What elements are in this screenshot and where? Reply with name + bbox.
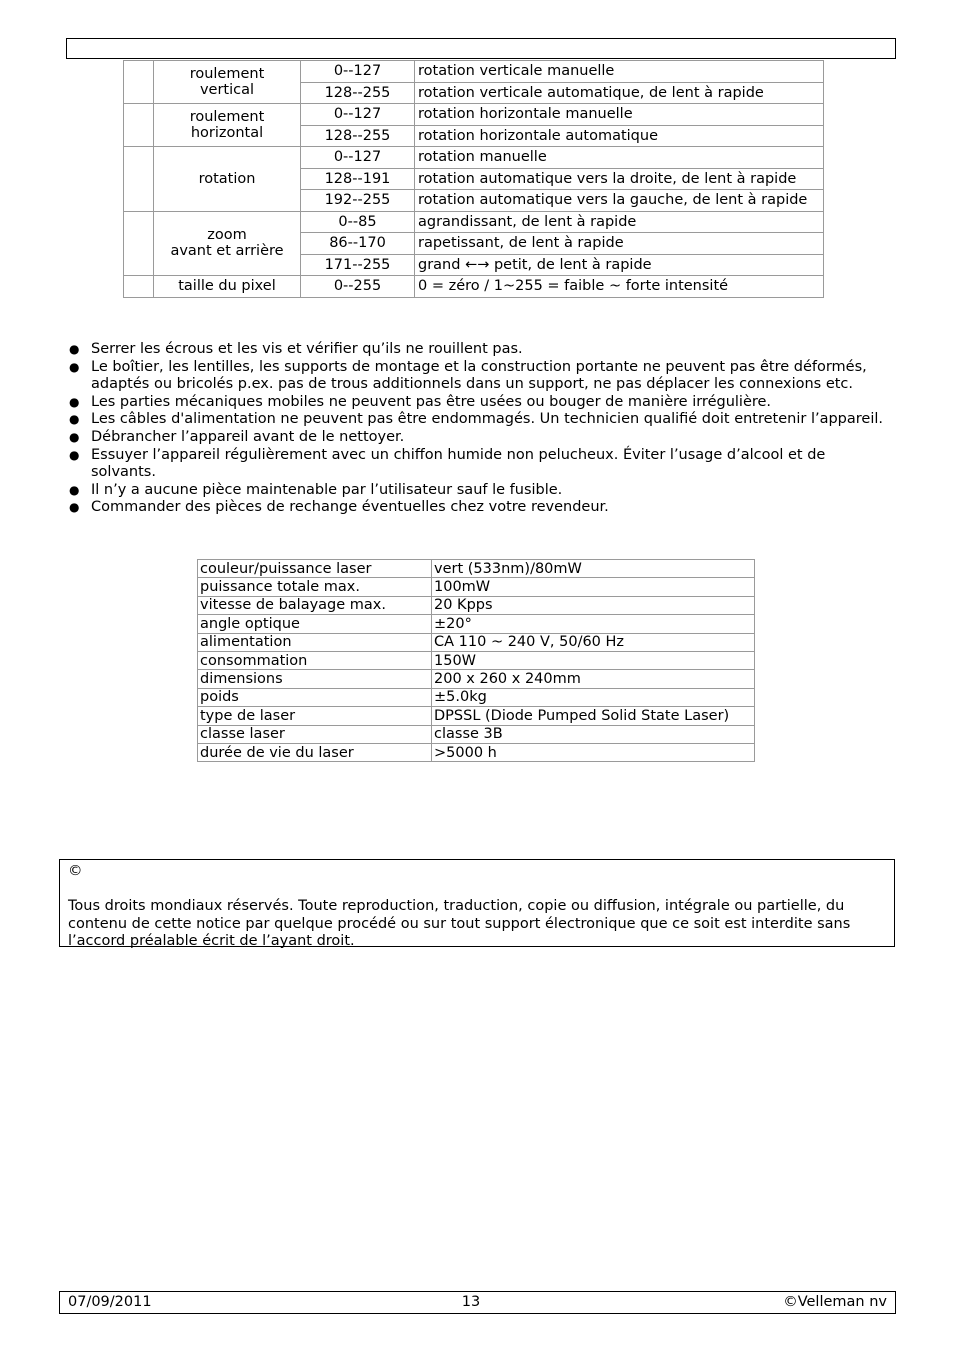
dmx-channel-cell	[124, 61, 154, 104]
dmx-description-cell: grand ←→ petit, de lent à rapide	[415, 254, 824, 276]
maintenance-item	[66, 429, 886, 447]
dmx-channel-cell	[124, 104, 154, 147]
spec-label: poids	[198, 688, 432, 706]
dmx-row	[124, 276, 824, 298]
dmx-channel-cell	[124, 147, 154, 212]
dmx-function-line: horizontal	[190, 125, 264, 141]
footer-date: 07/09/2011	[68, 1294, 152, 1310]
spec-value: vert (533nm)/80mW	[432, 560, 755, 578]
dmx-value-cell: 0--127	[301, 104, 415, 126]
dmx-description-cell: 0 = zéro / 1~255 = faible ~ forte intensité	[415, 276, 824, 298]
spec-label: couleur/puissance laser	[198, 560, 432, 578]
copyright-text: Tous droits mondiaux réservés. Toute reproduction, traduction, copie ou diffusion, intégrale ou partielle, du contenu de cette notice par quelque procédé ou sur tout support électronique que ce soit est interdite sans l’accord préalable écrit de l’ayant droit.	[68, 898, 851, 950]
dmx-value-cell: 128--191	[301, 168, 415, 190]
spec-label: alimentation	[198, 633, 432, 651]
spec-label: vitesse de balayage max.	[198, 596, 432, 614]
copyright-symbol: ©	[68, 863, 83, 879]
spec-value: 100mW	[432, 578, 755, 596]
page-footer	[59, 1291, 896, 1314]
spec-label: classe laser	[198, 725, 432, 743]
dmx-function-line: taille du pixel	[178, 278, 276, 295]
spec-label: dimensions	[198, 670, 432, 688]
spec-label: angle optique	[198, 615, 432, 633]
spec-row	[198, 743, 755, 761]
dmx-function-line: avant et arrière	[170, 243, 284, 260]
spec-label: type de laser	[198, 707, 432, 725]
dmx-description-cell: rotation horizontale automatique	[415, 125, 824, 147]
dmx-row	[124, 61, 824, 83]
dmx-value-cell: 0--127	[301, 147, 415, 169]
copyright-box	[59, 859, 895, 950]
spec-value: 200 x 260 x 240mm	[432, 670, 755, 688]
dmx-function-cell	[154, 61, 301, 104]
dmx-function-line: rotation	[198, 170, 256, 187]
maintenance-text: Essuyer l’appareil régulièrement avec un chiffon humide non pelucheux. Éviter l’usage d’alcool et de solvants.	[91, 446, 826, 481]
spec-row	[198, 596, 755, 614]
dmx-channel-cell	[124, 211, 154, 276]
dmx-function-line: roulement	[189, 109, 265, 125]
footer-brand: ©Velleman nv	[783, 1294, 887, 1310]
spec-value: >5000 h	[432, 743, 755, 761]
maintenance-item	[66, 411, 886, 429]
spec-row	[198, 707, 755, 725]
spec-value: classe 3B	[432, 725, 755, 743]
dmx-function-cell	[154, 276, 301, 298]
dmx-function-cell	[154, 147, 301, 212]
spec-value: DPSSL (Diode Pumped Solid State Laser)	[432, 707, 755, 725]
spec-value: ±20°	[432, 615, 755, 633]
spec-row	[198, 578, 755, 596]
maintenance-item	[66, 447, 886, 482]
bullet-icon: ●	[69, 429, 80, 444]
dmx-description-cell: agrandissant, de lent à rapide	[415, 211, 824, 233]
dmx-description-cell: rotation automatique vers la droite, de lent à rapide	[415, 168, 824, 190]
footer-page-number: 13	[461, 1294, 481, 1310]
dmx-value-cell: 0--255	[301, 276, 415, 298]
bullet-icon: ●	[69, 447, 80, 462]
spec-row	[198, 615, 755, 633]
dmx-description-cell: rapetissant, de lent à rapide	[415, 233, 824, 255]
dmx-channel-cell	[124, 276, 154, 298]
dmx-row	[124, 211, 824, 233]
maintenance-text: Les parties mécaniques mobiles ne peuvent pas être usées ou bouger de manière irrégulière.	[91, 393, 772, 410]
spec-table-body	[198, 560, 755, 762]
spec-value: CA 110 ~ 240 V, 50/60 Hz	[432, 633, 755, 651]
dmx-value-cell: 86--170	[301, 233, 415, 255]
maintenance-text: Commander des pièces de rechange éventuelles chez votre revendeur.	[91, 499, 609, 516]
dmx-value-cell: 192--255	[301, 190, 415, 212]
dmx-value-cell: 0--127	[301, 61, 415, 83]
page-header-box	[66, 38, 896, 59]
maintenance-text: Le boîtier, les lentilles, les supports de montage et la construction portante ne peuvent pas être déformés, adaptés ou bricolés p.ex. pas de trous additionnels dans un support, ne pas déplacer les connexions etc.	[91, 358, 867, 393]
maintenance-text: Serrer les écrous et les vis et vérifier qu’ils ne rouillent pas.	[91, 341, 523, 357]
dmx-value-cell: 128--255	[301, 82, 415, 104]
dmx-function-cell	[154, 211, 301, 276]
maintenance-list	[66, 341, 886, 517]
dmx-row	[124, 147, 824, 169]
bullet-icon: ●	[69, 412, 80, 427]
dmx-function-cell	[154, 104, 301, 147]
spec-label: puissance totale max.	[198, 578, 432, 596]
spec-row	[198, 670, 755, 688]
maintenance-item	[66, 482, 886, 500]
bullet-icon: ●	[69, 359, 80, 374]
spec-value: ±5.0kg	[432, 688, 755, 706]
spec-row	[198, 725, 755, 743]
maintenance-item	[66, 359, 886, 394]
dmx-description-cell: rotation automatique vers la gauche, de lent à rapide	[415, 190, 824, 212]
spec-value: 150W	[432, 651, 755, 669]
bullet-icon: ●	[69, 394, 80, 409]
dmx-value-cell: 171--255	[301, 254, 415, 276]
dmx-table-body	[124, 61, 824, 298]
dmx-description-cell: rotation verticale manuelle	[415, 61, 824, 83]
specifications-table	[197, 559, 755, 762]
maintenance-item	[66, 394, 886, 412]
maintenance-text: Débrancher l’appareil avant de le nettoyer.	[91, 428, 405, 445]
spec-row	[198, 560, 755, 578]
dmx-channel-table	[123, 60, 824, 298]
maintenance-text: Les câbles d'alimentation ne peuvent pas être endommagés. Un technicien qualifié doit entretenir l’appareil.	[91, 411, 883, 428]
dmx-value-cell: 128--255	[301, 125, 415, 147]
spec-label: consommation	[198, 651, 432, 669]
maintenance-item	[66, 341, 886, 359]
bullet-icon: ●	[69, 500, 80, 515]
bullet-icon: ●	[69, 482, 80, 497]
maintenance-text: Il n’y a aucune pièce maintenable par l’utilisateur sauf le fusible.	[91, 481, 563, 498]
dmx-description-cell: rotation verticale automatique, de lent à rapide	[415, 82, 824, 104]
spec-row	[198, 688, 755, 706]
dmx-value-cell: 0--85	[301, 211, 415, 233]
spec-value: 20 Kpps	[432, 596, 755, 614]
dmx-function-line: roulement	[189, 66, 265, 82]
dmx-function-line: zoom	[207, 227, 247, 244]
maintenance-item	[66, 499, 886, 517]
spec-row	[198, 651, 755, 669]
dmx-row	[124, 104, 824, 126]
dmx-function-line: vertical	[199, 82, 255, 98]
spec-label: durée de vie du laser	[198, 743, 432, 761]
spec-row	[198, 633, 755, 651]
dmx-description-cell: rotation manuelle	[415, 147, 824, 169]
dmx-description-cell: rotation horizontale manuelle	[415, 104, 824, 126]
bullet-icon: ●	[69, 342, 80, 356]
